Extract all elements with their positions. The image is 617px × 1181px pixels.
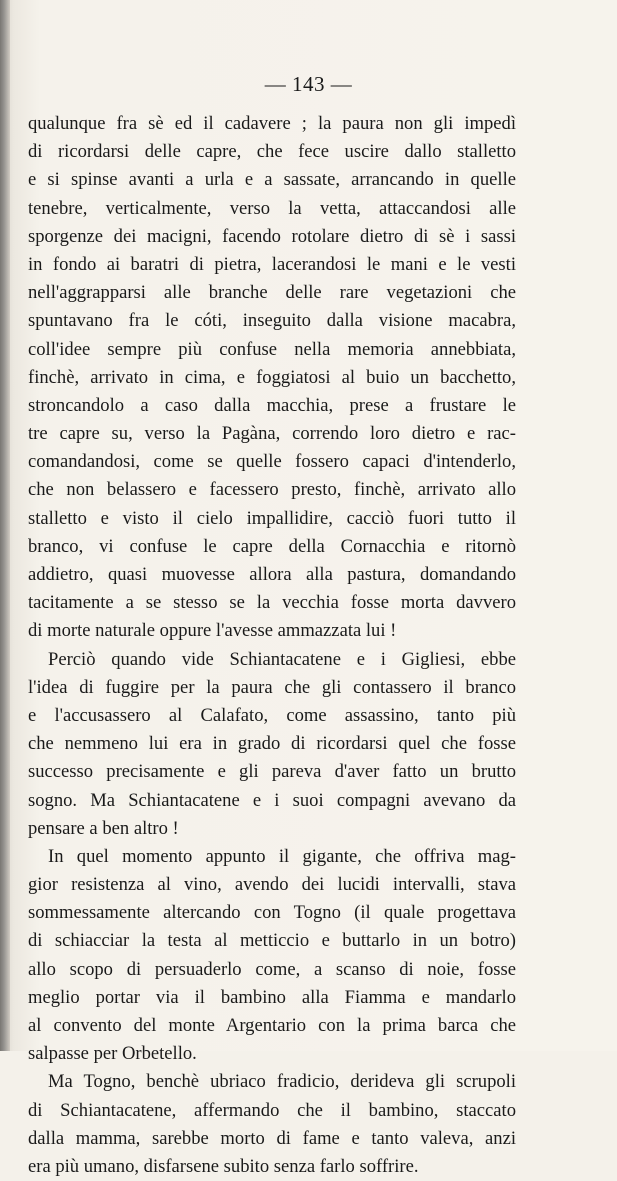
- text-line: In quel momento appunto il gigante, che offriva mag-: [48, 845, 516, 867]
- text-line: di morte naturale oppure l'avesse ammazzata lui !: [28, 620, 397, 642]
- text-line: gior resistenza al vino, avendo dei lucidi intervalli, stava: [28, 874, 516, 896]
- text-line: in fondo ai baratri di pietra, lacerandosi le mani e le vesti: [28, 253, 516, 275]
- text-line: di ricordarsi delle capre, che fece uscire dallo stalletto: [28, 141, 516, 163]
- text-line: sporgenze dei macigni, facendo rotolare dietro di sè i sassi: [28, 225, 516, 247]
- text-line: l'idea di fuggire per la paura che gli contassero il branco: [28, 676, 516, 698]
- text-line: allo scopo di persuaderlo come, a scanso di noie, fosse: [28, 958, 516, 980]
- paragraph: [28, 843, 516, 1069]
- text-line: addietro, quasi muovesse allora alla pastura, domandando: [28, 564, 516, 585]
- text-line: Ma Togno, benchè ubriaco fradicio, derideva gli scrupoli: [48, 1071, 516, 1093]
- text-line: stalletto e visto il cielo impallidire, cacciò fuori tutto il: [28, 507, 516, 529]
- text-line: tacitamente a se stesso se la vecchia fosse morta davvero: [28, 592, 516, 614]
- text-line: spuntavano fra le cóti, inseguito dalla visione macabra,: [28, 310, 516, 332]
- text-line: e l'accusassero al Calafato, come assassino, tanto più: [28, 704, 516, 726]
- text-line: meglio portar via il bambino alla Fiamma e mandarlo: [28, 986, 516, 1008]
- text-line: dalla mamma, sarebbe morto di fame e tanto valeva, anzi: [28, 1127, 516, 1149]
- text-line: branco, vi confuse le capre della Cornacchia e ritornò: [28, 535, 516, 557]
- text-line: tenebre, verticalmente, verso la vetta, attaccandosi alle: [28, 197, 516, 219]
- page-number: — 143 —: [264, 72, 353, 96]
- paragraph: [28, 1068, 516, 1181]
- text-line: sommessamente altercando con Togno (il quale progettava: [28, 902, 516, 924]
- book-spine-shadow: [0, 0, 10, 1051]
- text-line: al convento del monte Argentario con la prima barca che: [28, 1015, 516, 1036]
- body-text: [28, 110, 516, 1181]
- text-line: coll'idee sempre più confuse nella memoria annebbiata,: [28, 338, 516, 360]
- text-line: e si spinse avanti a urla e a sassate, arrancando in quelle: [28, 169, 516, 191]
- paragraph: [28, 646, 516, 843]
- text-line: di Schiantacatene, affermando che il bambino, staccato: [28, 1099, 516, 1121]
- text-line: stroncandolo a caso dalla macchia, prese a frustare le: [28, 394, 516, 416]
- text-line: nell'aggrapparsi alle branche delle rare vegetazioni che: [28, 282, 516, 304]
- text-line: pensare a ben altro !: [28, 817, 179, 839]
- text-line: di schiacciar la testa al metticcio e buttarlo in un botro): [28, 930, 516, 952]
- text-line: era più umano, disfarsene subito senza farlo soffrire.: [28, 1155, 419, 1177]
- text-line: salpasse per Orbetello.: [28, 1043, 197, 1065]
- text-line: finchè, arrivato in cima, e foggiatosi al buio un bacchetto,: [28, 366, 516, 388]
- text-line: sogno. Ma Schiantacatene e i suoi compagni avevano da: [28, 789, 516, 811]
- paragraph: [28, 110, 516, 646]
- text-line: successo precisamente e gli pareva d'aver fatto un brutto: [28, 761, 516, 783]
- text-line: che nemmeno lui era in grado di ricordarsi quel che fosse: [28, 733, 516, 755]
- text-line: tre capre su, verso la Pagàna, correndo loro dietro e rac-: [28, 423, 516, 445]
- text-line: qualunque fra sè ed il cadavere ; la paura non gli impedì: [28, 113, 516, 134]
- text-line: che non belassero e facessero presto, finchè, arrivato allo: [28, 479, 516, 501]
- text-line: Perciò quando vide Schiantacatene e i Gigliesi, ebbe: [48, 648, 516, 670]
- text-line: comandandosi, come se quelle fossero capaci d'intenderlo,: [28, 451, 516, 473]
